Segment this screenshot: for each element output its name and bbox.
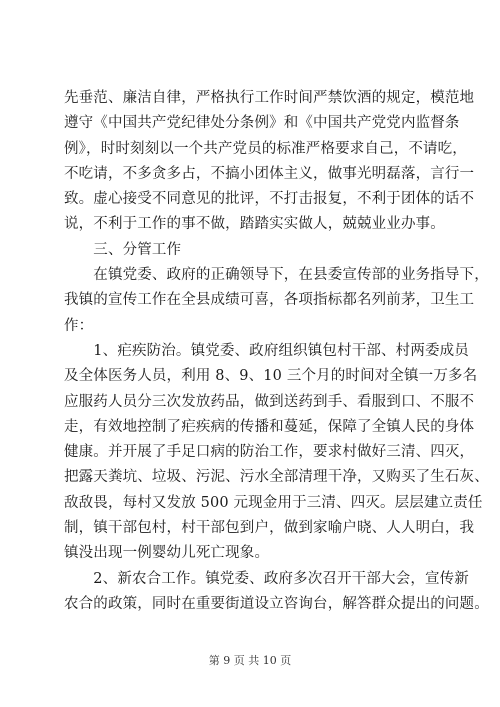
page-footer: 第 9 页 共 10 页 [208,654,292,667]
body-line: 走，有效地控制了疟疾病的传播和蔓延，保障了全镇人民的身体 [64,418,475,435]
body-line: 2、新农合工作。镇党委、政府多次召开干部大会，宣传新 [64,570,469,587]
body-line: 应服药人员分三次发放药品，做到送药到手、看服到口、不服不 [64,393,475,410]
body-line: 农合的政策，同时在重要街道设立咨询台，解答群众提出的问题。 [64,595,489,612]
body-line: 制，镇干部包村，村干部包到户，做到家喻户晓、人人明白，我 [64,520,475,537]
body-line: 在镇党委、政府的正确领导下，在县委宣传部的业务指导下， [64,267,489,284]
body-line: 说，不利于工作的事不做，踏踏实实做人，兢兢业业办事。 [64,216,445,233]
document-body [64,86,489,617]
body-line: 不吃请，不多贪多占，不搞小团体主义，做事光明磊落，言行一 [64,165,475,182]
body-line: 作： [64,317,94,334]
section-heading: 三、分管工作 [64,241,182,258]
body-line: 健康。并开展了手足口病的防治工作，要求村做好三清、四灭， [64,444,475,461]
body-line: 先垂范、廉洁自律，严格执行工作时间严禁饮酒的规定，模范地 [64,90,475,106]
body-line: 致。虚心接受不同意见的批评，不打击报复，不利于团体的话不 [64,191,475,208]
body-line: 敌敌畏，每村又发放 500 元现金用于三清、四灭。层层建立责任 [64,494,483,511]
body-line: 例》，时时刻刻以一个共产党员的标准严格要求自己，不请吃， [64,140,467,157]
body-line: 镇没出现一例婴幼儿死亡现象。 [64,545,270,562]
body-line: 1、疟疾防治。镇党委、政府组织镇包村干部、村两委成员 [64,342,469,359]
body-line: 把露天粪坑、垃圾、污泥、污水全部清理干净，又购买了生石灰、 [64,469,489,486]
body-line: 我镇的宣传工作在全县成绩可喜，各项指标都名列前茅，卫生工 [64,292,475,309]
body-line: 遵守《中国共产党纪律处分条例》和《中国共产党党内监督条 [64,115,460,132]
body-line: 及全体医务人员，利用 8、9、10 三个月的时间对全镇一万多名 [64,368,478,385]
